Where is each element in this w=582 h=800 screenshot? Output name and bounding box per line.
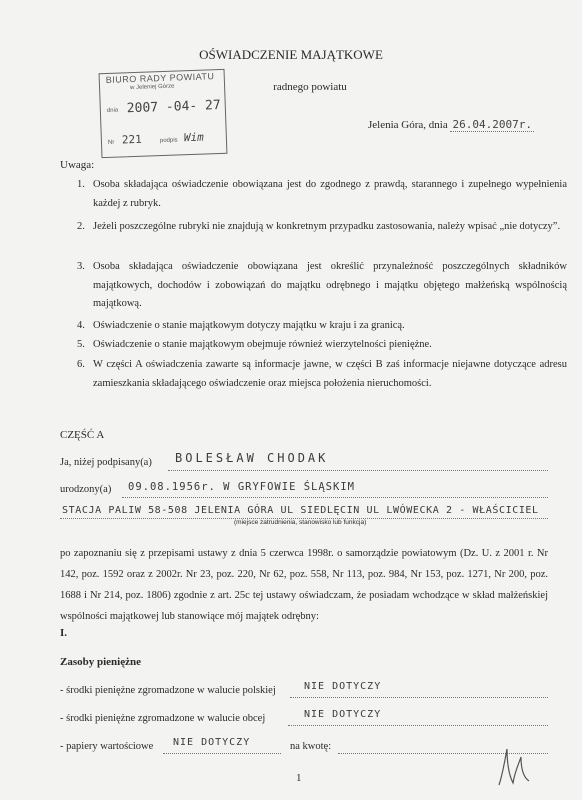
stamp-signature-value: Wim bbox=[183, 130, 204, 145]
stamp-nr-value: 221 bbox=[121, 132, 142, 147]
stamp-date: 2007 -04- 27 bbox=[126, 97, 221, 117]
note-text: Jeżeli poszczególne rubryki nie znajdują w konkretnym przypadku zastosowania, należy wpisać „nie dotyczy”. bbox=[93, 221, 561, 232]
employment-caption: (miejsce zatrudnienia, stanowisko lub funkcja) bbox=[234, 519, 367, 526]
born-label: urodzony(a) bbox=[60, 484, 112, 495]
born-line bbox=[122, 497, 548, 498]
document-page: OŚWIADCZENIE MAJĄTKOWE radnego powiatu BIURO RADY POWIATU w Jeleniej Górze dnia 2007 -04- 27 Nr 221 podpis Wim Jelenia Góra, dnia 26.04.2007r. Uwaga: 1. Osoba składająca oświadczenie obowiązana jest do zgodnego z prawdą, starannego i zupełnego wypełnienia każdej z rubryk. 2. Jeżeli poszczególne rubryki nie znajdują w konkretnym przypadku zastosowania, należy wpisać „nie dotyczy”. 3. Osoba składająca oświadczenie obowiązana jest określić przynależność poszczególnych składników majątkowych, dochodów i zobowiązań do majątku odrębnego i majątku objętego małżeńską wspólnością majątkową. 4. Oświadczenie o stanie majątkowym dotyczy majątku w kraju i za granicą. 5. Oświadczenie o stanie majątkowym obejmuje również wierzytelności pieniężne. 6. W części A oświadczenia zawarte są informacje jawne, w części B zaś informacje niejawne dotyczące adresu zamieszkania składającego oświadczenie oraz miejsca położenia nieruchomości. CZĘŚĆ A Ja, niżej podpisany(a) BOLESŁAW CHODAK urodzony(a) 09.08.1956r. W GRYFOWIE ŚLĄSKIM STACJA PALIW 58-508 JELENIA GÓRA UL SIEDLĘCIN UL LWÓWECKA 2 - WŁAŚCICIEL (miejsce zatrudnienia, stanowisko lub funkcja) po zapoznaniu się z przepisami ustawy z dnia 5 czerwca 1998r. o samorządzie powiatowym (Dz. U. z 2001 r. Nr 142, poz. 1592 oraz z 2002r. Nr 23, poz. 220, Nr 62, poz. 558, Nr 113, poz. 984, Nr 153, poz. 1271, Nr 200, poz. 1688 i Nr 214, poz. 1806) zgodnie z art. 25c tej ustawy oświadczam, że posiadam wchodzące w skład małżeńskiej wspólności majątkowej lub stanowiące mój majątek odrębny: I. Zasoby pieniężne - środki pieniężne zgromadzone w walucie polskiej NIE DOTYCZY - środki pieniężne zgromadzone w walucie obcej NIE DOTYCZY - papiery wartościowe NIE DOTYCZY na kwotę: 1 bbox=[0, 0, 582, 800]
foreign-line bbox=[288, 725, 548, 726]
note-text: Osoba składająca oświadczenie obowiązana jest do zgodnego z prawdą, starannego i zupełnego wypełnienia każdej z rubryk. bbox=[93, 179, 567, 209]
signed-label: Ja, niżej podpisany(a) bbox=[60, 457, 152, 468]
securities-value: NIE DOTYCZY bbox=[173, 737, 251, 748]
registry-stamp bbox=[99, 69, 228, 158]
securities-label: - papiery wartościowe bbox=[60, 741, 154, 752]
city-date-label: Jelenia Góra, dnia bbox=[368, 119, 448, 131]
stamp-nr-label: Nr bbox=[107, 139, 115, 146]
note-text: Osoba składająca oświadczenie obowiązana jest określić przynależność poszczególnych składników majątkowych, dochodów i zobowiązań do majątku odrębnego i majątku objętego małżeńską wspólnością majątkową. bbox=[93, 261, 567, 309]
born-value: 09.08.1956r. W GRYFOWIE ŚLĄSKIM bbox=[128, 481, 355, 493]
handwritten-signature-icon bbox=[495, 745, 535, 789]
pln-label: - środki pieniężne zgromadzone w walucie polskiej bbox=[60, 685, 276, 696]
declaration-date: 26.04.2007r. bbox=[452, 118, 532, 131]
cash-resources-heading: Zasoby pieniężne bbox=[60, 656, 141, 668]
page-number: 1 bbox=[296, 772, 302, 784]
employment-value: STACJA PALIW 58-508 JELENIA GÓRA UL SIEDLĘCIN UL LWÓWECKA 2 - WŁAŚCICIEL bbox=[62, 505, 539, 516]
stamp-date-label: dnia bbox=[106, 107, 119, 114]
signed-name-value: BOLESŁAW CHODAK bbox=[175, 451, 329, 465]
notes-heading: Uwaga: bbox=[60, 159, 95, 171]
signed-name-line bbox=[168, 470, 548, 471]
securities-line bbox=[163, 753, 281, 754]
pln-value: NIE DOTYCZY bbox=[304, 681, 382, 692]
place-and-date bbox=[368, 118, 534, 131]
pln-line bbox=[290, 697, 548, 698]
stamp-office-name: BIURO RADY POWIATU bbox=[105, 71, 215, 85]
stamp-office-sub: w Jeleniej Górze bbox=[129, 83, 175, 92]
amount-label: na kwotę: bbox=[290, 741, 332, 752]
foreign-value: NIE DOTYCZY bbox=[304, 709, 382, 720]
legal-paragraph: po zapoznaniu się z przepisami ustawy z dnia 5 czerwca 1998r. o samorządzie powiatowym (Dz. U. z 2001 r. Nr 142, poz. 1592 oraz z 2002r. Nr 23, poz. 220, Nr 62, poz. 558, Nr 113, poz. 984, Nr 153, poz. 1271, Nr 200, poz. 1688 i Nr 214, poz. 1806) zgodnie z art. 25c tej ustawy oświadczam, że posiadam wchodzące w skład małżeńskiej wspólności majątkowej lub stanowiące mój majątek odrębny: bbox=[60, 548, 548, 622]
section-number: I. bbox=[60, 627, 68, 639]
document-title: OŚWIADCZENIE MAJĄTKOWE bbox=[199, 47, 383, 62]
note-text: Oświadczenie o stanie majątkowym dotyczy majątku w kraju i za granicą. bbox=[93, 320, 405, 331]
foreign-label: - środki pieniężne zgromadzone w walucie obcej bbox=[60, 713, 266, 724]
document-subtitle: radnego powiatu bbox=[273, 81, 347, 93]
stamp-signature-label: podpis bbox=[159, 137, 178, 145]
note-text: W części A oświadczenia zawarte są informacje jawne, w części B zaś informacje niejawne dotyczące adresu zamieszkania składającego oświadczenie oraz miejsca położenia nieruchomości. bbox=[93, 359, 567, 389]
section-a-heading: CZĘŚĆ A bbox=[60, 429, 105, 441]
note-text: Oświadczenie o stanie majątkowym obejmuje również wierzytelności pieniężne. bbox=[93, 339, 432, 350]
